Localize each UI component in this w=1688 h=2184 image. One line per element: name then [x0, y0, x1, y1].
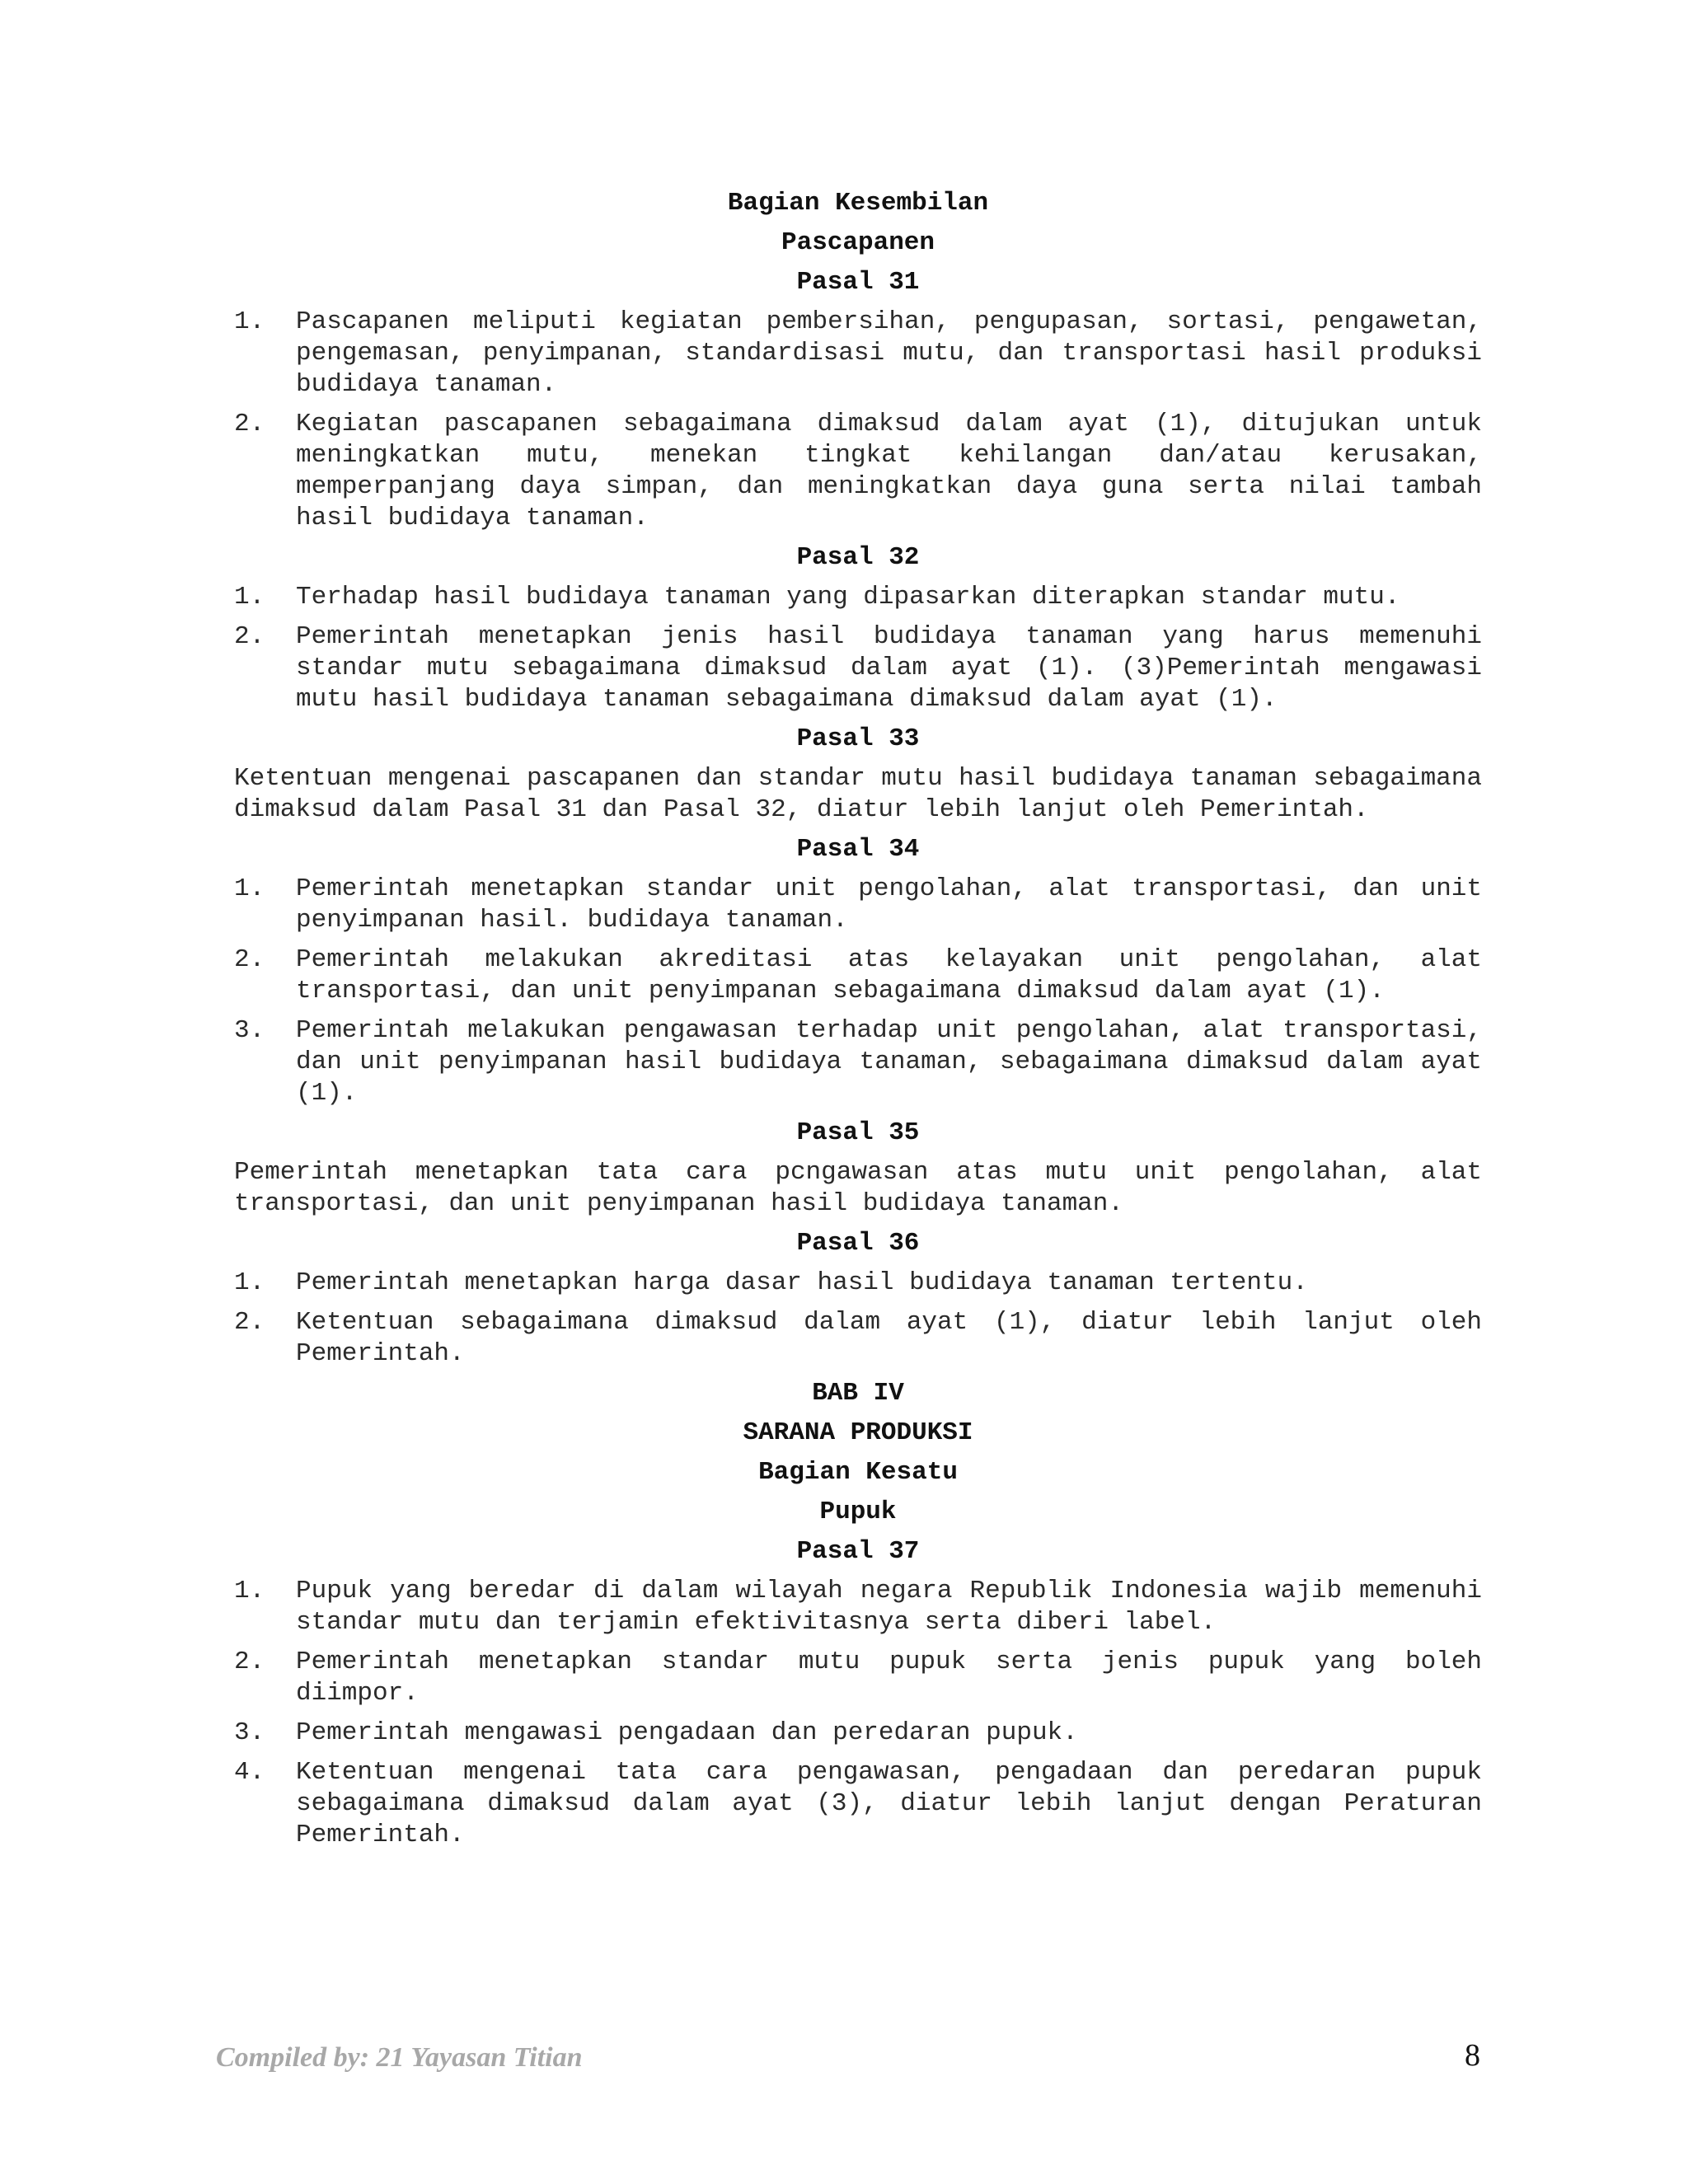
list-item [234, 1307, 1482, 1370]
list-item [234, 307, 1482, 401]
item-text: Kegiatan pascapanen sebagaimana dimaksud dalam ayat (1), ditujukan untuk meningkatkan mutu, menekan tingkat kehilangan dan/atau kerusakan, memperpanjang daya simpan, dan meningkatkan daya guna serta nilai tambah hasil budidaya tanaman. [296, 410, 1482, 532]
list-item [234, 1268, 1482, 1299]
item-text: Pemerintah menetapkan jenis hasil budidaya tanaman yang harus memenuhi standar mutu sebagaimana dimaksud dalam ayat (1). (3)Pemerintah mengawasi mutu hasil budidaya tanaman sebagaimana dimaksud dalam ayat (1). [296, 622, 1482, 714]
item-text: Pemerintah menetapkan harga dasar hasil budidaya tanaman tertentu. [296, 1268, 1308, 1297]
item-text: Pemerintah menetapkan standar unit pengolahan, alat transportasi, dan unit penyimpanan hasil. budidaya tanaman. [296, 874, 1482, 935]
item-number: 2. [234, 945, 265, 974]
article-37-list [234, 1576, 1482, 1851]
article-33-text: Ketentuan mengenai pascapanen dan standar mutu hasil budidaya tanaman sebagaimana dimaksud dalam Pasal 31 dan Pasal 32, diatur lebih lanjut oleh Pemerintah. [234, 764, 1482, 824]
list-item [234, 409, 1482, 534]
item-text: Ketentuan mengenai tata cara pengawasan, pengadaan dan peredaran pupuk sebagaimana dimaksud dalam ayat (3), diatur lebih lanjut dengan Peraturan Pemerintah. [296, 1758, 1482, 1849]
item-number: 2. [234, 410, 265, 438]
section-subheading: Pascapanen [781, 228, 935, 257]
page-number: 8 [1465, 2038, 1480, 2073]
chapter-heading: BAB IV [812, 1379, 904, 1408]
item-text: Pemerintah mengawasi pengadaan dan peredaran pupuk. [296, 1718, 1078, 1747]
article-32-list [234, 582, 1482, 715]
footer-compiled-by: Compiled by: 21 Yayasan Titian [216, 2042, 583, 2073]
item-number: 2. [234, 1308, 265, 1337]
article-heading-37: Pasal 37 [796, 1537, 920, 1566]
item-number: 1. [234, 307, 265, 336]
item-number: 2. [234, 622, 265, 651]
item-text: Pemerintah menetapkan standar mutu pupuk serta jenis pupuk yang boleh diimpor. [296, 1647, 1482, 1708]
item-number: 3. [234, 1016, 265, 1045]
article-heading-34: Pasal 34 [796, 835, 920, 864]
article-heading-33: Pasal 33 [796, 724, 920, 753]
section-subheading: Pupuk [819, 1497, 897, 1526]
item-text: Terhadap hasil budidaya tanaman yang dipasarkan diterapkan standar mutu. [296, 583, 1400, 612]
article-34-list [234, 874, 1482, 1109]
item-text: Ketentuan sebagaimana dimaksud dalam ayat (1), diatur lebih lanjut oleh Pemerintah. [296, 1308, 1482, 1368]
chapter-title: SARANA PRODUKSI [743, 1418, 973, 1447]
list-item [234, 1757, 1482, 1851]
list-item [234, 1647, 1482, 1709]
list-item [234, 1576, 1482, 1638]
list-item [234, 1015, 1482, 1109]
item-text: Pemerintah melakukan pengawasan terhadap unit pengolahan, alat transportasi, dan unit penyimpanan hasil budidaya tanaman, sebagaimana dimaksud dalam ayat (1). [296, 1016, 1482, 1108]
item-number: 1. [234, 1577, 265, 1605]
article-heading-35: Pasal 35 [796, 1118, 920, 1147]
section-heading: Bagian Kesatu [758, 1458, 958, 1487]
item-number: 1. [234, 1268, 265, 1297]
item-text: Pemerintah melakukan akreditasi atas kelayakan unit pengolahan, alat transportasi, dan unit penyimpanan sebagaimana dimaksud dalam ayat (1). [296, 945, 1482, 1005]
item-number: 3. [234, 1718, 265, 1747]
list-item [234, 944, 1482, 1007]
item-number: 1. [234, 874, 265, 903]
article-heading-36: Pasal 36 [796, 1229, 920, 1258]
item-text: Pascapanen meliputi kegiatan pembersihan, pengupasan, sortasi, pengawetan, pengemasan, penyimpanan, standardisasi mutu, dan transportasi hasil produksi budidaya tanaman. [296, 307, 1482, 399]
list-item [234, 582, 1482, 613]
article-heading-32: Pasal 32 [796, 543, 920, 572]
article-31-list [234, 307, 1482, 534]
article-36-list [234, 1268, 1482, 1370]
item-number: 4. [234, 1758, 265, 1787]
article-35-text: Pemerintah menetapkan tata cara pcngawasan atas mutu unit pengolahan, alat transportasi, dan unit penyimpanan hasil budidaya tanaman. [234, 1158, 1482, 1218]
item-text: Pupuk yang beredar di dalam wilayah negara Republik Indonesia wajib memenuhi standar mutu dan terjamin efektivitasnya serta diberi label. [296, 1577, 1482, 1637]
section-heading: Bagian Kesembilan [727, 189, 989, 218]
list-item [234, 874, 1482, 936]
item-number: 1. [234, 583, 265, 612]
list-item [234, 1718, 1482, 1749]
document-body [234, 188, 1482, 1859]
item-number: 2. [234, 1647, 265, 1676]
article-heading-31: Pasal 31 [796, 268, 920, 297]
list-item [234, 621, 1482, 715]
